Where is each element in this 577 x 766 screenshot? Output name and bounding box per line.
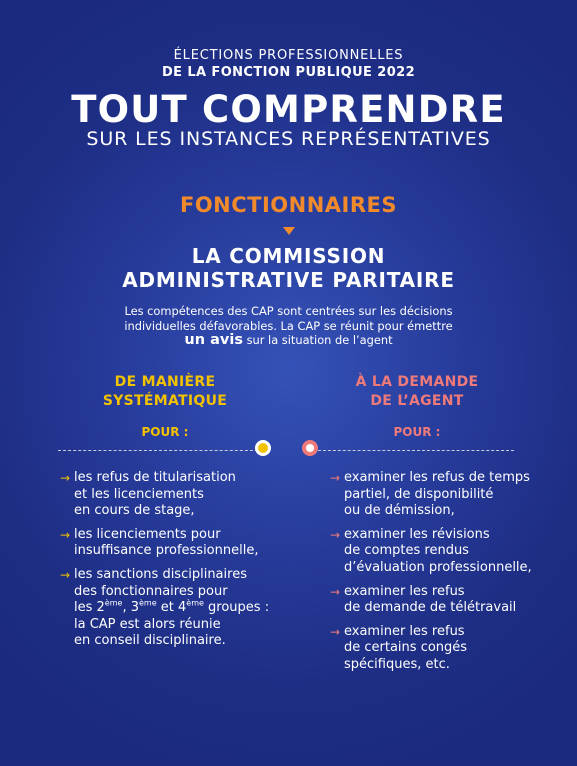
page-subtitle: SUR LES INSTANCES REPRÉSENTATIVES: [86, 128, 491, 150]
list-item-line: examiner les refus de temps: [344, 470, 530, 485]
text-segment: les 2: [74, 600, 105, 616]
left-heading-line-2: SYSTÉMATIQUE: [102, 392, 228, 409]
arrow-right-icon: →: [330, 471, 341, 485]
list-item-line: de demande de télétravail: [344, 600, 517, 616]
list-item: [330, 624, 560, 674]
kicker-line-2: DE LA FONCTION PUBLIQUE 2022: [161, 65, 416, 80]
superscript: ème: [138, 598, 157, 608]
left-pour-label: POUR :: [141, 425, 189, 439]
list-item-line: insuffisance professionnelle,: [74, 543, 259, 559]
list-item-line: les licenciements pour: [74, 526, 221, 542]
list-item-line: spécifiques, etc.: [344, 656, 450, 672]
right-dashed-divider: [318, 450, 514, 451]
superscript: ème: [104, 598, 123, 608]
text-segment: , 3: [122, 600, 139, 616]
list-item-line: ou de démission,: [344, 503, 455, 519]
list-item: [330, 470, 560, 520]
list-item-line: la CAP est alors réunie: [74, 616, 221, 632]
right-pour-label: POUR :: [393, 425, 441, 439]
arrow-right-icon: →: [330, 527, 341, 542]
text-segment: groupes :: [203, 600, 270, 616]
arrow-right-icon: →: [60, 567, 71, 582]
intro-line-1: Les compétences des CAP sont centrées sur les décisions: [124, 304, 453, 318]
right-list: [330, 470, 560, 681]
list-item-line: [74, 600, 300, 617]
intro-line-2: individuelles défavorables. La CAP se réunit pour émettre: [124, 318, 453, 333]
list-item-line: partiel, de disponibilité: [344, 486, 494, 502]
intro-line-3-rest: sur la situation de l’agent: [242, 333, 393, 347]
text-segment: et 4: [156, 600, 187, 616]
category-label: FONCTIONNAIRES: [179, 193, 398, 217]
list-item-line: d’évaluation professionnelle,: [344, 559, 532, 575]
section-title-line-2: ADMINISTRATIVE PARITAIRE: [122, 268, 455, 292]
list-item-line: les sanctions disciplinaires: [74, 566, 247, 582]
triangle-down-icon: [283, 227, 295, 235]
list-item-line: de certains congés: [344, 640, 468, 656]
right-heading-line-1: À LA DEMANDE: [355, 374, 479, 390]
list-item-line: examiner les refus: [344, 623, 465, 639]
superscript: ème: [186, 598, 204, 608]
list-item: [330, 584, 560, 617]
list-item-line: les refus de titularisation: [74, 470, 236, 485]
circle-dot-core: [306, 444, 314, 452]
list-item-line: examiner les révisions: [344, 526, 490, 542]
page-title: TOUT COMPRENDRE: [71, 88, 506, 131]
intro-text: [0, 304, 577, 348]
arrow-right-icon: →: [60, 527, 71, 542]
right-heading-line-2: DE L’AGENT: [370, 392, 464, 409]
list-item-line: de comptes rendus: [344, 543, 469, 559]
left-column-heading: [80, 373, 250, 410]
arrow-right-icon: →: [330, 624, 341, 639]
right-column-heading: [332, 373, 502, 410]
arrow-right-icon: →: [330, 584, 341, 599]
list-item: [60, 567, 300, 650]
list-item-line: des fonctionnaires pour: [74, 583, 228, 599]
kicker-line-1: ÉLECTIONS PROFESSIONNELLES: [173, 48, 404, 63]
list-item-line: et les licenciements: [74, 486, 204, 502]
list-item-line: en conseil disciplinaire.: [74, 633, 226, 649]
list-item-line: en cours de stage,: [74, 503, 195, 519]
list-item: [60, 527, 300, 560]
left-heading-line-1: DE MANIÈRE: [114, 374, 216, 390]
intro-line-3: [0, 333, 577, 348]
list-item: [60, 470, 300, 520]
left-dashed-divider: [58, 450, 258, 451]
list-item-line: examiner les refus: [344, 583, 465, 599]
left-list: [60, 470, 300, 657]
section-title-line-1: LA COMMISSION: [191, 244, 386, 268]
intro-emphasis: un avis: [184, 332, 243, 348]
arrow-right-icon: →: [60, 471, 71, 485]
list-item: [330, 527, 560, 577]
circle-dot-core: [258, 443, 268, 453]
